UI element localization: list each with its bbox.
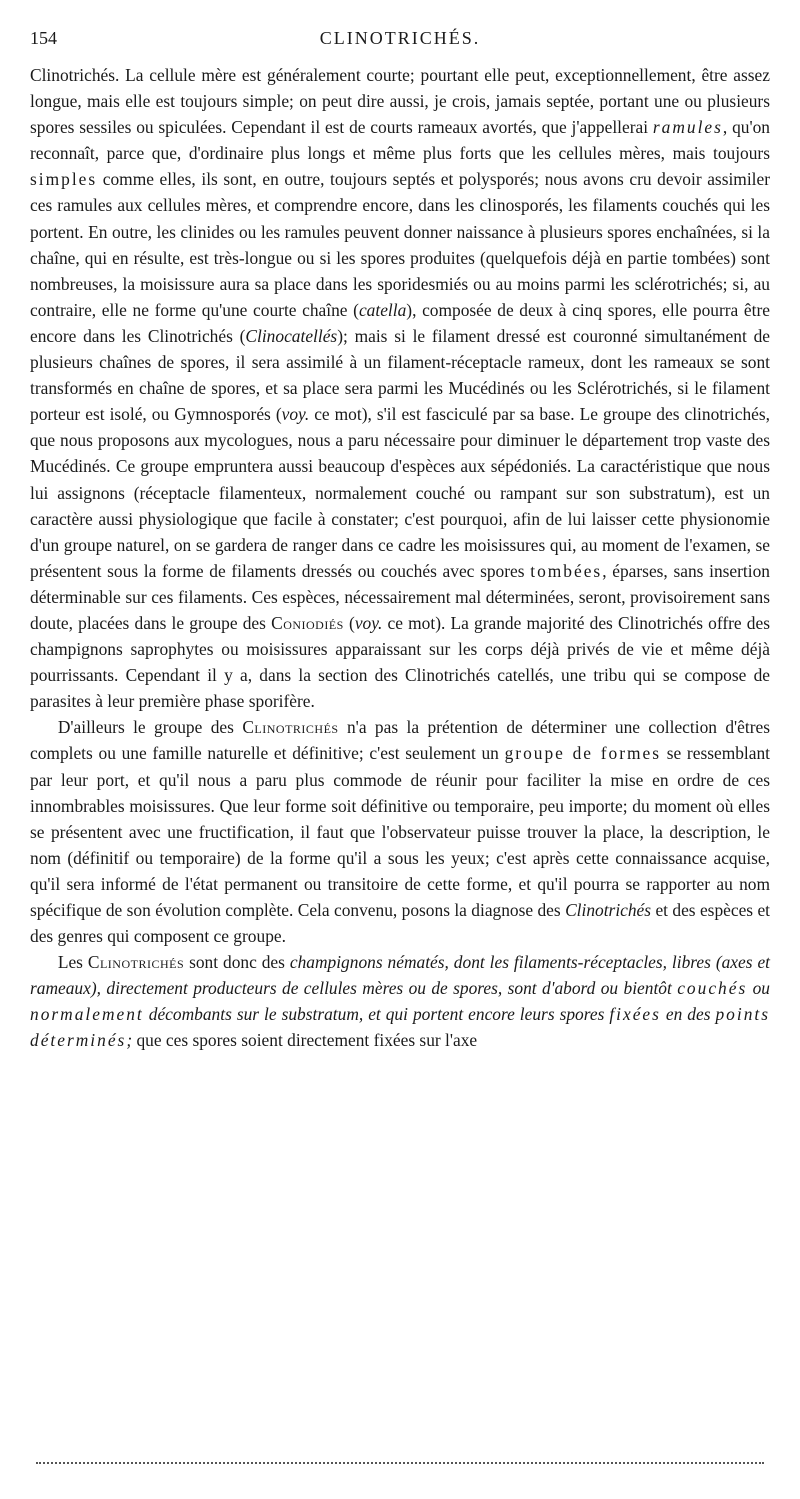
text-run: se ressemblant par leur port, et qu'il nous a paru plus commode de réunir pour faciliter la mise en ordre de ces innombrables moisissures. Que leur forme soit définitive ou temporaire, peu importe; du moment où elles se présentent avec une fructification, il faut que l'observateur puisse trouver la place, la description, le nom (définitif ou temporaire) de la forme qu'il a sous les yeux; c'est après cette connaissance acquise, qu'il sera informé de l'état permanent ou transitoire de cette forme, et qu'il pourra se rapporter au nom spécifique de son évolution complète. Cela convenu, posons la diagnose des: [30, 743, 770, 920]
book-page: [30, 28, 770, 1054]
text-run: ramules: [652, 117, 723, 138]
running-head: [30, 28, 770, 62]
text-run: tombées: [530, 560, 603, 581]
text-run: ), composée de deux à cinq spores, elle pourra être encore dans les Clinotrichés (: [30, 299, 770, 346]
text-run: voy.: [354, 612, 383, 633]
text-run: n'a pas la prétention de déterminer une collection d'êtres complets ou une famille naturelle et définitive; c'est seulement un: [30, 717, 771, 764]
text-run: sont donc des: [184, 952, 290, 973]
paragraph: [30, 949, 770, 1053]
text-run: fixées: [609, 1004, 661, 1025]
text-run: comme elles, ils sont, en outre, toujours septés et polysporés; nous avons cru devoir assimiler ces ramules aux cellules mères, et comprendre encore, dans les clinosporés, les filaments couchés qui les portent. En outre, les clinides ou les ramules peuvent donner naissance à plusieurs spores enchaînées, si la chaîne, qui en résulte, est très-longue ou si les spores produites (quelquefois déjà en partie tombées) sont nombreuses, la moisissure aura sa place dans les sporidesmiés ou au moins parmi les sclérotrichés; si, au contraire, elle ne forme qu'une courte chaîne (: [30, 169, 770, 320]
text-run: ;: [126, 1030, 133, 1051]
text-run: catella: [358, 299, 407, 320]
text-run: ); mais si le filament dressé est couronné simultanément de plusieurs chaînes de spores, il sera assimilé à un filament-réceptacle rameux, dont les rameaux se sont transformés en chaîne de spores, et sa place sera parmi les Mucédinés ou les Sclérotrichés, si le filament porteur est isolé, ou Gymnosporés (: [30, 325, 770, 425]
text-run: simples: [30, 169, 98, 190]
text-run: en des: [660, 1004, 716, 1025]
text-run: points déterminés: [30, 1004, 770, 1051]
text-run: Clinotrichés: [87, 952, 185, 973]
footer-dotted-rule: [36, 1462, 764, 1464]
running-title: CLINOTRICHÉS.: [319, 28, 481, 48]
text-run: Clinotrichés. La cellule mère est généralement courte; pourtant elle peut, exceptionnellement, être assez longue, mais elle est toujours simple; on peut dire aussi, je crois, jamais septée, portant une ou plusieurs spores sessiles ou spiculées. Cependant il est de courts rameaux avortés, que j'appellerai: [30, 65, 770, 138]
text-run: que ces spores soient directement fixées sur l'axe: [132, 1030, 478, 1051]
text-run: groupe de formes: [504, 743, 662, 764]
text-run: Coniodiés: [271, 612, 344, 633]
text-run: ou: [747, 978, 770, 999]
text-run: et des espèces et des genres qui composent ce groupe.: [30, 900, 770, 947]
text-run: normalement: [30, 1004, 144, 1025]
text-run: couchés: [677, 978, 748, 999]
paragraph: [30, 714, 770, 949]
text-run: ce mot), s'il est fasciculé par sa base. Le groupe des clinotrichés, que nous proposons aux mycologues, nous a paru nécessaire pour diminuer le département trop vaste des Mucédinés. Ce groupe empruntera aussi beaucoup d'espèces aux sépédoniés. La caractéristique que nous lui assignons (réceptacle filamenteux, normalement couché ou rampant sur son substratum), est un caractère aussi physiologique que facile à constater; c'est pourquoi, afin de lui laisser cette physionomie d'un groupe naturel, on se gardera de ranger dans ce cadre les moisissures qui, au moment de l'examen, se présentent sous la forme de filaments dressés ou couchés avec spores: [30, 404, 770, 581]
text-run: Clinotrichés: [565, 900, 652, 920]
text-run: Clinotrichés: [242, 717, 339, 738]
text-run: Les: [57, 952, 88, 973]
text-run: (: [343, 612, 355, 633]
text-run: champignons nématés, dont les filaments-réceptacles, libres (axes et rameaux), directement producteurs de cellules mères ou de spores, sont d'abord ou bientôt: [30, 952, 770, 999]
text-run: décombants sur le substratum, et qui portent encore leurs spores: [143, 1004, 610, 1025]
text-run: ce mot). La grande majorité des Clinotrichés offre des champignons saprophytes ou moisissures apparaissant sur les corps déjà privés de vie et même déjà pourrissants. Cependant il y a, dans la section des Clinotrichés catellés, une tribu qui se compose de parasites à leur première phase sporifère.: [30, 612, 770, 712]
paragraph: [30, 62, 770, 714]
text-run: D'ailleurs le groupe des: [57, 717, 243, 738]
body-text: [30, 62, 770, 1054]
text-run: , qu'on reconnaît, parce que, d'ordinaire plus longs et même plus forts que les cellules mères, mais toujours: [30, 117, 770, 164]
text-run: voy.: [281, 404, 310, 425]
text-run: , éparses, sans insertion déterminable sur ces filaments. Ces espèces, nécessairement mal déterminées, seront, provisoirement sans doute, placées dans le groupe des: [30, 560, 770, 633]
page-number: 154: [30, 28, 57, 48]
text-run: Clinocatellés: [245, 325, 338, 346]
